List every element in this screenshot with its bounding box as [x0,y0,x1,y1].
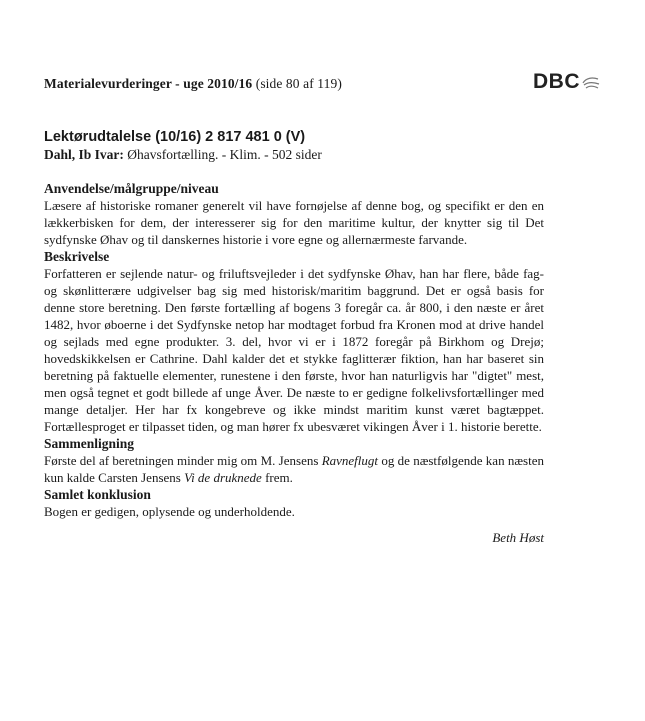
section-heading-description: Beskrivelse [44,249,110,264]
logo-text: DBC [533,70,580,93]
reviewer-signature: Beth Høst [492,530,544,545]
issue-title: Materialevurderinger - uge 2010/16 [44,76,253,91]
comparison-text-b: og de næstfølgende kan næsten kun kalde Carsten Jensens [44,453,544,485]
logo-emblem-icon [582,76,600,90]
page-header [44,70,600,96]
section-text-description: Forfatteren er sejlende natur- og friluftsvejleder i det sydfynske Øhav, han har flere, både fag- og skønlitterære udgivelser bag sig med historisk/maritim baggrund. Det er også basis for denne store beretning. Den første fortælling af bogens 3 foregår ca. år 800, i den næste er året 1482, hvor øboerne i det Sydfynske netop har modtaget forbud fra Kronen mod at drive handel og sejlads med egne produkter. 3. del, hvor vi er i 1872 foregår på Birkhom og Drejø; hovedskikkelsen er Cathrine. Dahl kalder det et stykke faglitterær fiktion, han har baseret sin beretning på faktuelle elementer, runestene i den første, hvor han naturligvis har "digtet" mest, men også tegnet et godt billede af unge Åver. De næste to er gedigne folkelivsfortællinger med mange detaljer. Her har fx kongebreve og ikke mindst maritim kunst været bagtæppet. Fortællesproget er tilpasset tiden, og man hører fx ubesværet vikingen Åver i 1. historie berette. [44,266,544,434]
record-author-line [44,146,600,164]
book-title-vi-de-druknede: Vi de druknede [184,470,262,485]
review-body [44,180,544,546]
comparison-text-c: frem. [261,470,293,485]
dbc-logo [533,70,600,94]
section-heading-conclusion: Samlet konklusion [44,487,151,502]
book-title-ravneflugt: Ravneflugt [321,453,379,468]
header-title [44,76,342,92]
record-title: Lektørudtalelse (10/16) 2 817 481 0 (V) [44,129,306,145]
record-info [44,128,600,164]
section-text-comparison [44,452,544,486]
comparison-text-a: Første del af beretningen minder mig om M. Jensens [44,453,322,468]
section-heading-target-group: Anvendelse/målgruppe/niveau [44,181,219,196]
section-text-target-group: Læsere af historiske romaner generelt vil have fornøjelse af denne bog, og specifikt er den en lækkerbisken for dem, der interesserer sig for den maritime kultur, der knytter sig til Det sydfynske Øhav og til danskernes historie i vore egne og allernærmeste farvande. [44,198,544,247]
page-counter: (side 80 af 119) [255,76,342,91]
record-author: Dahl, Ib Ivar: [44,147,124,162]
section-text-conclusion: Bogen er gedigen, oplysende og underholdende. [44,504,295,519]
section-heading-comparison: Sammenligning [44,436,135,451]
record-details: Øhavsfortælling. - Klim. - 502 sider [127,147,322,162]
